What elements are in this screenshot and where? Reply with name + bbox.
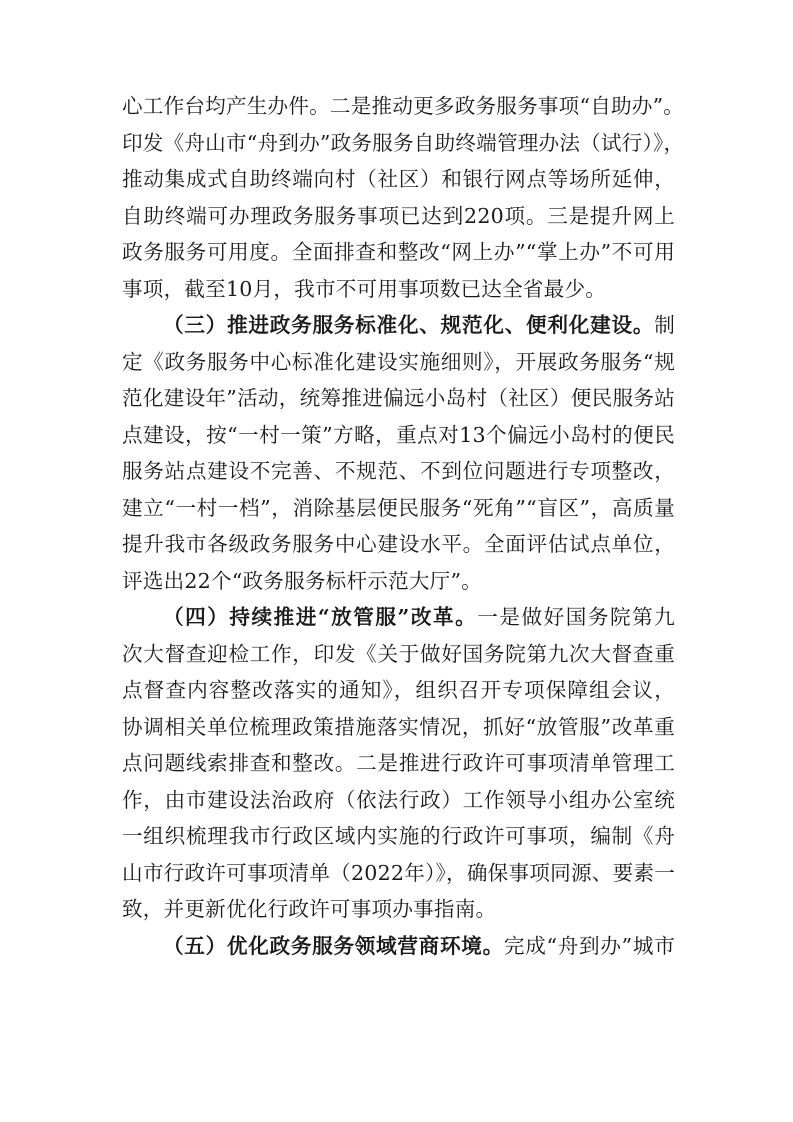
text-line: 事项，截至10月，我市不可用事项数已达全省最少。 xyxy=(122,276,607,301)
text-line xyxy=(122,307,675,344)
text-line: 心工作台均产生办件。二是推动更多政务服务事项“自助办”。 xyxy=(122,94,685,118)
text-line: 政务服务可用度。全面排查和整改“网上办”“掌上办”不可用 xyxy=(122,240,675,264)
text-line: 协调相关单位梳理政策措施落实情况，抓好“放管服”改革重 xyxy=(122,714,675,739)
text-line: 定《政务服务中心标准化建设实施细则》，开展政务服务“规 xyxy=(122,349,675,374)
text-line: 次大督查迎检工作，印发《关于做好国务院第九次大督查重 xyxy=(122,641,675,666)
paragraph-self-service xyxy=(122,88,685,307)
text-line: 作，由市建设法治政府（依法行政）工作领导小组办公室统 xyxy=(122,787,675,812)
section-heading: （三）推进政务服务标准化、规范化、便利化建设。 xyxy=(163,313,655,337)
text-line: 点建设，按“一村一策”方略，重点对13个偏远小岛村的便民 xyxy=(122,422,675,447)
paragraph-section-5 xyxy=(122,928,675,965)
text-line: 建立“一村一档”，消除基层便民服务“死角”“盲区”，高质量 xyxy=(122,495,675,520)
text-line: 山市行政许可事项清单（2022年）》，确保事项同源、要素一 xyxy=(122,860,675,885)
text-line: 服务站点建设不完善、不规范、不到位问题进行专项整改， xyxy=(122,459,675,483)
text-line: 范化建设年”活动，统筹推进偏远小岛村（社区）便民服务站 xyxy=(122,386,675,410)
text-line: 点问题线索排查和整改。二是推进行政许可事项清单管理工 xyxy=(122,751,675,775)
text-run: 完成“舟到办”城市 xyxy=(503,933,675,958)
text-line: 提升我市各级政务服务中心建设水平。全面评估试点单位， xyxy=(122,532,675,556)
section-heading: （五）优化政务服务领域营商环境。 xyxy=(163,933,504,958)
text-line: 一组织梳理我市行政区域内实施的行政许可事项，编制《舟 xyxy=(122,824,675,848)
text-line: 评选出22个“政务服务标杆示范大厅”。 xyxy=(122,568,482,593)
section-heading: （四）持续推进“放管服”改革。 xyxy=(163,605,478,629)
text-line: 自助终端可办理政务服务事项已达到220项。三是提升网上 xyxy=(122,203,675,228)
text-line: 点督查内容整改落实的通知》，组织召开专项保障组会议， xyxy=(122,678,675,702)
document-body xyxy=(122,88,685,964)
text-line xyxy=(122,928,675,965)
text-run: 一是做好国务院第九 xyxy=(477,605,675,629)
text-line xyxy=(122,599,675,636)
text-line: 印发《舟山市“舟到办”政务服务自助终端管理办法（试行）》， xyxy=(122,130,685,155)
text-line: 致，并更新优化行政许可事项办事指南。 xyxy=(122,897,497,921)
paragraph-section-4 xyxy=(122,599,675,928)
paragraph-section-3 xyxy=(122,307,675,599)
text-line: 推动集成式自助终端向村（社区）和银行网点等场所延伸， xyxy=(122,167,675,191)
text-run: 制 xyxy=(654,313,675,337)
